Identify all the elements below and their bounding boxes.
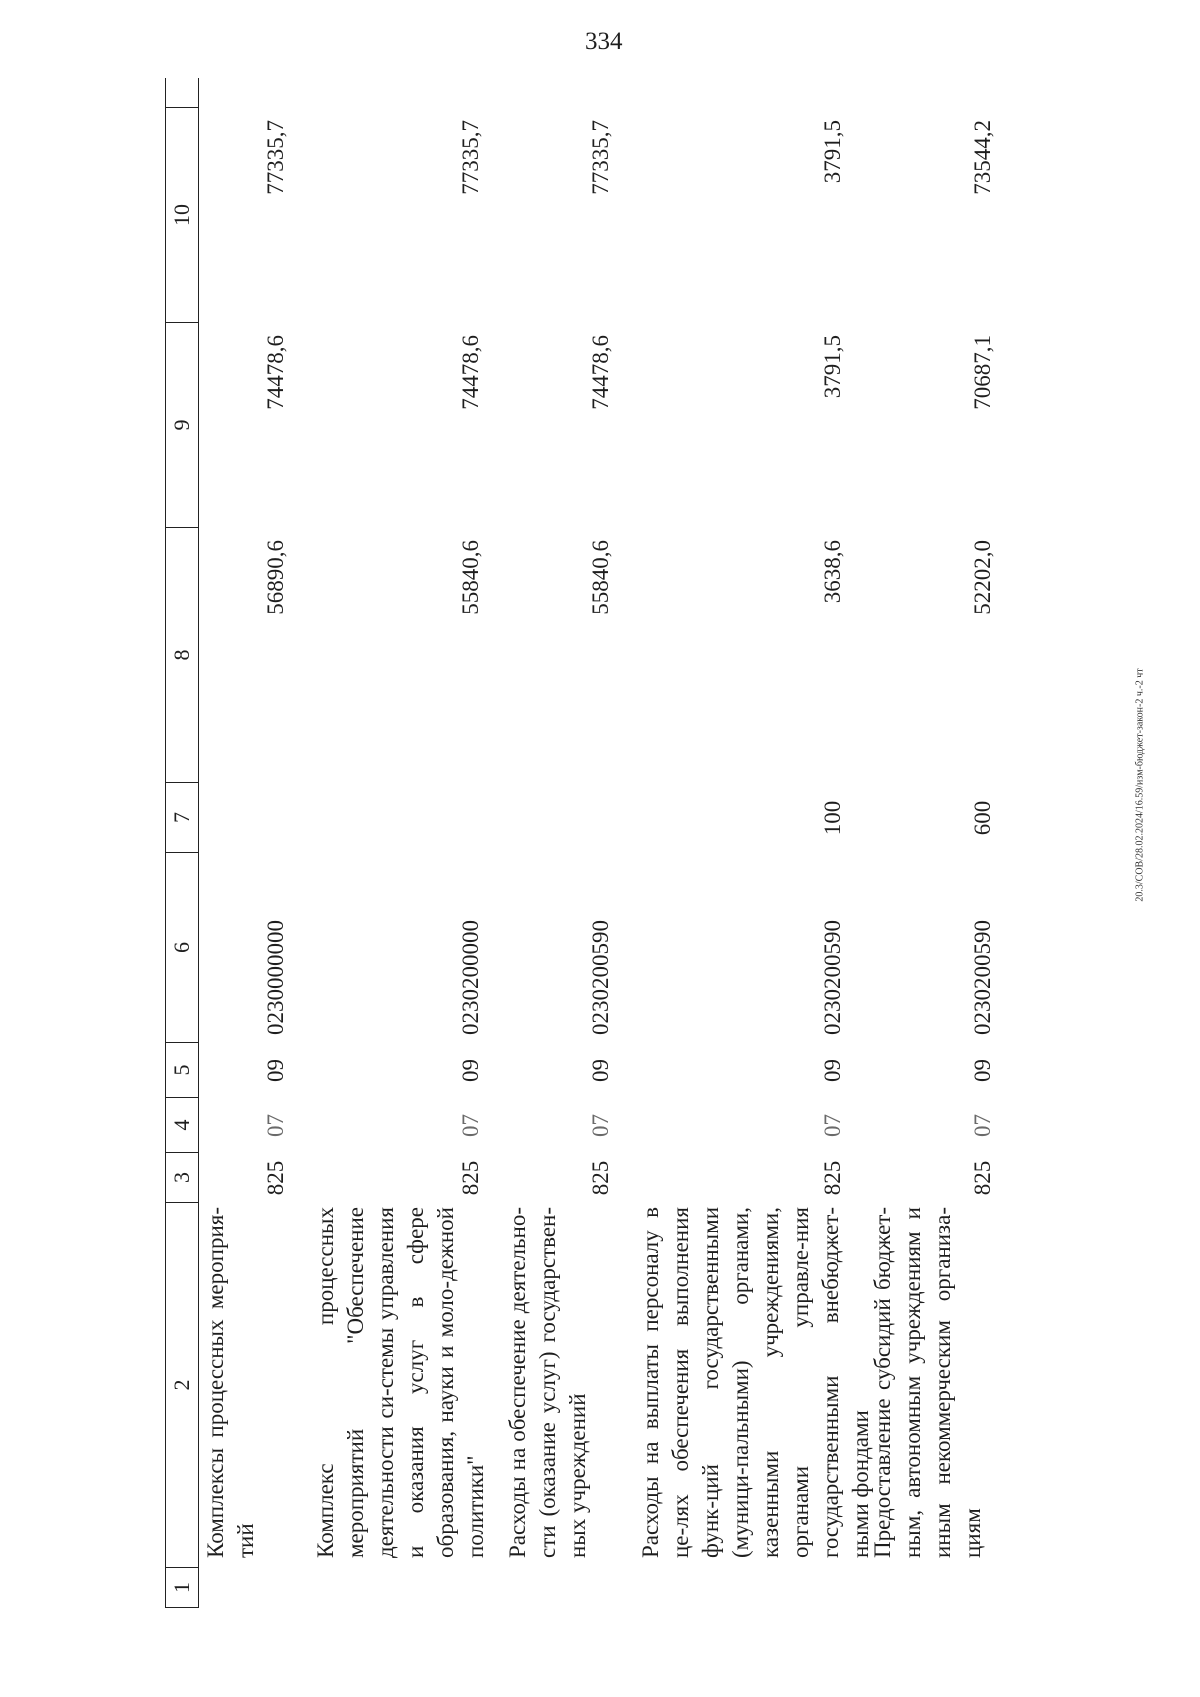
value-col-8: 55840,6 <box>588 540 613 615</box>
table-row <box>503 78 616 1608</box>
code-col-5: 09 <box>458 1059 483 1082</box>
header-cell-7: 7 <box>166 782 198 852</box>
code-col-6: 0230200000 <box>458 920 483 1035</box>
code-col-3: 825 <box>820 1160 845 1196</box>
code-col-6: 0230200590 <box>970 920 995 1035</box>
table-row <box>868 78 998 1608</box>
row-description: Предоставление субсидий бюджет-ным, автономным учреждениям и иным некоммерческим организа-циям <box>870 1207 985 1558</box>
row-description: Расходы на выплаты персоналу в це-лях обеспечения выполнения функ-ций государственными (муници-пальными) органами, казенными учреждениями, органами управле-ния государственными внебюджет-ными фондами <box>638 1207 873 1558</box>
header-cell-3: 3 <box>166 1152 198 1202</box>
code-col-5: 09 <box>263 1059 288 1082</box>
header-cell-4: 4 <box>166 1097 198 1152</box>
header-cell-1: 1 <box>166 1567 198 1607</box>
header-cell-10: 10 <box>166 107 198 322</box>
code-col-7: 600 <box>970 800 995 836</box>
value-col-10: 77335,7 <box>588 120 613 195</box>
value-col-8: 52202,0 <box>970 540 995 615</box>
table-row <box>311 78 486 1608</box>
value-col-9: 70687,1 <box>970 335 995 410</box>
header-cell-8: 8 <box>166 527 198 782</box>
code-col-7 <box>201 783 291 853</box>
table-row <box>201 78 291 1608</box>
code-col-4: 07 <box>820 1114 845 1137</box>
code-col-5: 09 <box>588 1059 613 1082</box>
value-col-9: 74478,6 <box>588 335 613 410</box>
value-col-8: 3638,6 <box>820 540 845 604</box>
value-col-9: 74478,6 <box>458 335 483 410</box>
code-col-3: 825 <box>263 1160 288 1196</box>
row-description: Комплексы процессных мероприя-тий <box>203 1207 258 1558</box>
code-col-6: 0230200590 <box>588 920 613 1035</box>
code-col-4: 07 <box>588 1114 613 1137</box>
code-col-7 <box>503 783 616 853</box>
header-cell-2: 2 <box>166 1202 198 1567</box>
table-header-row <box>165 78 199 1608</box>
value-col-9: 3791,5 <box>820 335 845 399</box>
code-col-7 <box>311 783 486 853</box>
document-stamp: 20.3/СОВ/28.02.2024/16.59/изм-бюджет-закон-2 ч.-2 чт <box>1134 668 1146 902</box>
code-col-6: 0230200590 <box>820 920 845 1035</box>
code-col-6: 0230000000 <box>263 920 288 1035</box>
code-col-3: 825 <box>458 1160 483 1196</box>
value-col-9: 74478,6 <box>263 335 288 410</box>
value-col-10: 73544,2 <box>970 120 995 195</box>
page-number: 334 <box>585 28 623 55</box>
table-row <box>636 78 873 1608</box>
row-description: Комплекс процессных мероприятий "Обеспечение деятельности си-стемы управления и оказания услуг в сфере образования, науки и моло-дежной политики" <box>313 1207 488 1558</box>
code-col-4: 07 <box>970 1114 995 1137</box>
code-col-4: 07 <box>263 1114 288 1137</box>
code-col-3: 825 <box>970 1160 995 1196</box>
budget-table <box>165 78 1035 1608</box>
value-col-10: 3791,5 <box>820 120 845 184</box>
code-col-4: 07 <box>458 1114 483 1137</box>
header-cell-9: 9 <box>166 322 198 527</box>
header-cell-6: 6 <box>166 852 198 1042</box>
row-description: Расходы на обеспечение деятельно-сти (оказание услуг) государствен-ных учреждений <box>505 1207 590 1558</box>
code-col-3: 825 <box>588 1160 613 1196</box>
code-col-5: 09 <box>820 1059 845 1082</box>
code-col-7: 100 <box>820 800 845 836</box>
value-col-8: 55840,6 <box>458 540 483 615</box>
header-cell-5: 5 <box>166 1042 198 1097</box>
code-col-5: 09 <box>970 1059 995 1082</box>
value-col-8: 56890,6 <box>263 540 288 615</box>
value-col-10: 77335,7 <box>263 120 288 195</box>
value-col-10: 77335,7 <box>458 120 483 195</box>
